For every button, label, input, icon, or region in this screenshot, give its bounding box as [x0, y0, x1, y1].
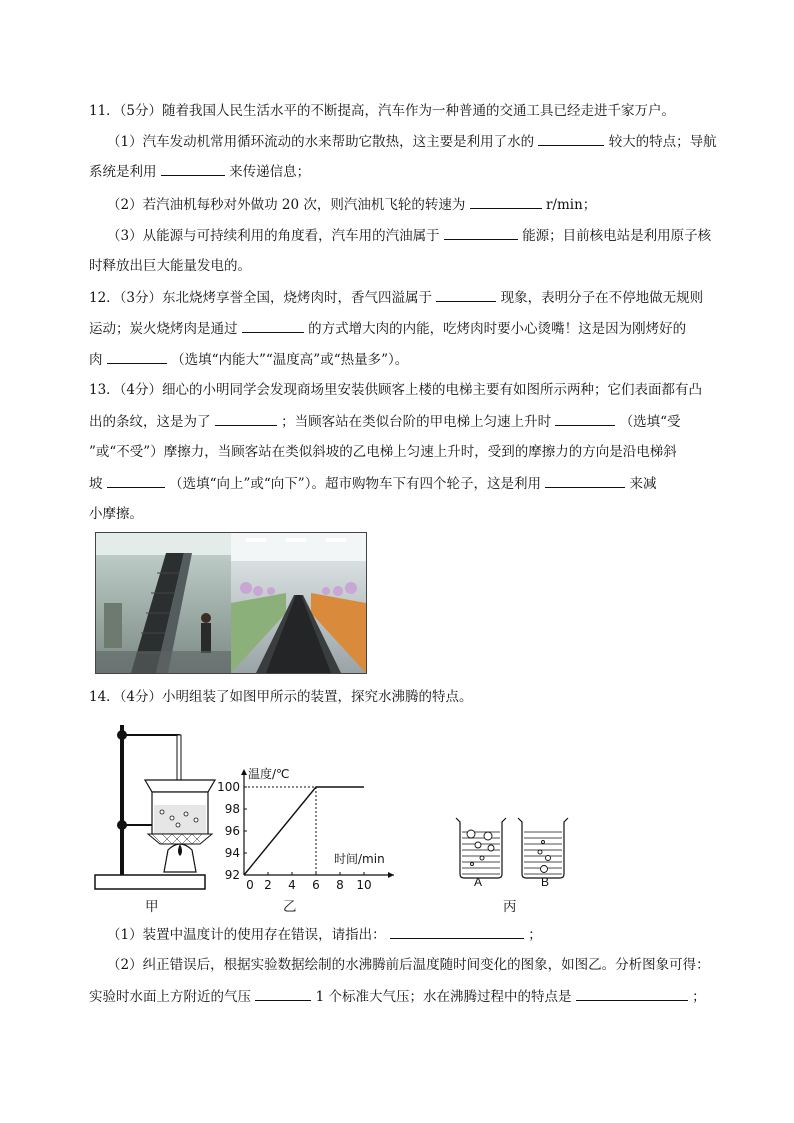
x-tick-label: 0 [246, 878, 254, 892]
q11-part1-line2 [89, 161, 310, 182]
answer-blank[interactable] [470, 194, 542, 209]
q13-line1: 13．（4分）细心的小明同学会发现商场里安装供顾客上楼的电梯主要有如图所示两种；它们表面都有凸 [89, 382, 703, 398]
answer-blank[interactable] [107, 349, 167, 364]
figure-label-yi: 乙 [283, 899, 297, 915]
q14-p1-text-a: （1）装置中温度计的使用存在错误，请指出： [107, 927, 386, 943]
answer-blank[interactable] [255, 986, 311, 1001]
x-tick-label: 10 [356, 878, 372, 892]
q11-part1-line1 [107, 131, 717, 152]
x-tick-label: 2 [264, 878, 272, 892]
stand-pole [120, 725, 124, 875]
answer-blank[interactable] [444, 225, 518, 240]
y-tick-label: 96 [224, 824, 240, 838]
q11-stem: 11．（5分）随着我国人民生活水平的不断提高，汽车作为一种普通的交通工具已经走进千家万户。 [89, 103, 676, 119]
q14-part2-line1: （2）纠正错误后，根据实验数据绘制的水沸腾前后温度随时间变化的图象，如图乙。分析图象可得： [107, 957, 710, 973]
q11-p1-text-a: （1）汽车发动机常用循环流动的水来帮助它散热，这主要是利用了水的 [107, 134, 535, 150]
beaker-label-b: B [541, 875, 550, 889]
q11-part2 [107, 194, 596, 215]
temperature-chart [212, 755, 432, 895]
answer-blank[interactable] [538, 131, 604, 146]
y-axis-label: 温度/℃ [248, 767, 290, 781]
answer-blank[interactable] [390, 924, 524, 939]
x-tick-label: 4 [288, 878, 296, 892]
x-axis-label: 时间/min [334, 852, 385, 866]
stand-base [95, 875, 205, 889]
q13-text-4a: 坡 [89, 476, 103, 492]
q11-p2-text-a: （2）若汽油机每秒对外做功 20 次，则汽油机飞轮的转速为 [107, 197, 466, 213]
y-tick-label: 92 [224, 868, 240, 882]
answer-blank[interactable] [215, 411, 277, 426]
q12-text-1a: 12．（3分）东北烧烤享誉全国，烧烤肉时，香气四溢属于 [89, 290, 433, 306]
q11-p3-text-b: 能源；目前核电站是利用原子核 [522, 228, 712, 244]
q13-text-2a: 出的条纹，这是为了 [89, 414, 211, 430]
y-tick-label: 94 [224, 846, 240, 860]
y-axis-arrow-icon [241, 769, 247, 775]
q12-text-2b: 的方式增大肉的内能，吃烤肉时要小心烫嘴！这是因为刚烤好的 [308, 321, 687, 337]
q13-line3: ”或“不受”）摩擦力，当顾客站在类似斜坡的乙电梯上匀速上升时，受到的摩擦力的方向是沿电梯斜 [89, 444, 677, 460]
q11-p1-text-d: 来传递信息； [229, 164, 311, 180]
q12-text-1b: 现象，表明分子在不停地做无规则 [500, 290, 704, 306]
q14-p2-text-b: 实验时水面上方附近的气压 [89, 989, 251, 1005]
q11-p1-text-c: 系统是利用 [89, 164, 157, 180]
water [154, 805, 206, 833]
q12-text-3a: 肉 [89, 352, 103, 368]
escalator-photo-illustration [96, 533, 366, 673]
beakers-figure [448, 812, 578, 892]
apparatus-figure [90, 720, 220, 895]
q11-p1-text-b: 较大的特点；导航 [608, 134, 717, 150]
q14-stem: 14．（4分）小明组装了如图甲所示的装置，探究水沸腾的特点。 [89, 689, 473, 705]
answer-blank[interactable] [576, 986, 688, 1001]
q13-line2 [89, 411, 681, 432]
q13-text-2c: （选填“受 [619, 414, 681, 430]
q12-text-2a: 运动；炭火烧烤肉是通过 [89, 321, 238, 337]
beaker-a [456, 818, 506, 878]
q11-p3-text-a: （3）从能源与可持续利用的角度看，汽车用的汽油属于 [107, 228, 440, 244]
q12-line2 [89, 318, 686, 339]
figure-label-bing: 丙 [503, 899, 517, 915]
q12-line1 [89, 287, 703, 308]
x-axis-arrow-icon [388, 872, 394, 878]
q12-line3 [89, 349, 408, 370]
q13-text-4c: 来减 [629, 476, 657, 492]
q14-part2-line2 [89, 986, 706, 1007]
q14-p1-text-b: ； [528, 927, 542, 943]
escalator-photos [95, 532, 367, 674]
q14-part1 [107, 924, 542, 945]
q11-part3-line2: 时释放出巨大能量发电的。 [89, 258, 251, 274]
answer-blank[interactable] [107, 473, 165, 488]
q11-part3-line1 [107, 225, 711, 246]
q13-line4 [89, 473, 657, 494]
beaker-label-a: A [474, 875, 483, 889]
x-tick-label: 8 [336, 878, 344, 892]
answer-blank[interactable] [161, 161, 225, 176]
answer-blank[interactable] [545, 473, 625, 488]
answer-blank[interactable] [436, 287, 496, 302]
figure-label-jia: 甲 [145, 899, 159, 915]
q13-text-4b: （选填“向上”或“向下”）。超市购物车下有四个轮子，这是利用 [169, 476, 541, 492]
answer-blank[interactable] [242, 318, 304, 333]
q13-text-2b: ；当顾客站在类似台阶的甲电梯上匀速上升时 [281, 414, 552, 430]
x-tick-label: 6 [312, 878, 320, 892]
q13-line5: 小摩擦。 [89, 506, 143, 522]
q12-text-3b: （选填“内能大”“温度高”或“热量多”）。 [171, 352, 409, 368]
q14-p2-text-d: ； [692, 989, 706, 1005]
q11-p2-text-b: r/min； [545, 197, 597, 213]
wire-gauze [148, 834, 212, 844]
q14-p2-text-c: 1 个标准大气压；水在沸腾过程中的特点是 [315, 989, 572, 1005]
answer-blank[interactable] [555, 411, 615, 426]
cardboard-lid [145, 780, 215, 792]
y-tick-label: 98 [224, 802, 240, 816]
y-tick-label: 100 [217, 780, 240, 794]
beaker-b [518, 818, 568, 878]
